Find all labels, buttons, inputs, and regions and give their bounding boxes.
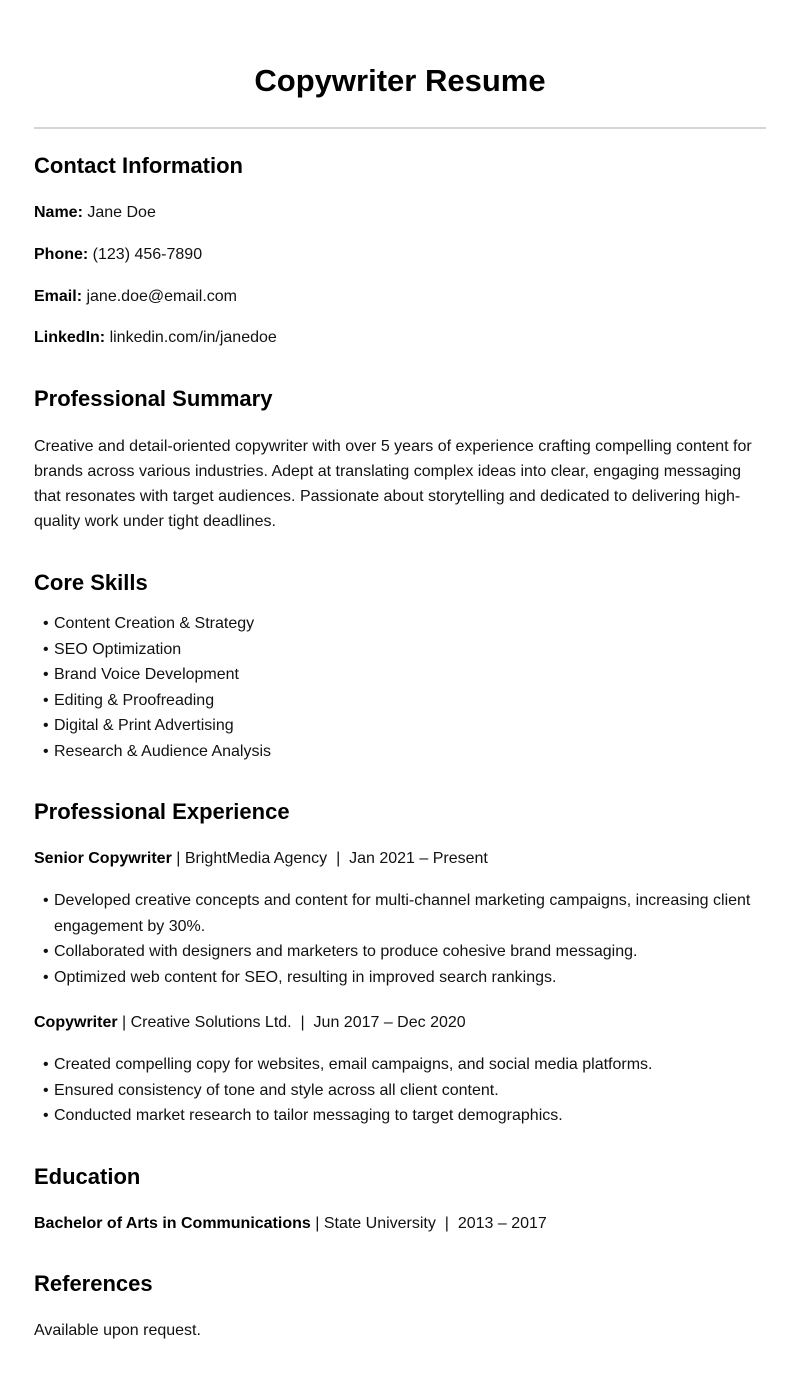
experience-section (34, 799, 766, 825)
name-label: Name: (34, 204, 83, 221)
summary-section (34, 386, 766, 412)
skill-label: Digital & Print Advertising (54, 717, 234, 735)
job-bullet-text: Created compelling copy for websites, email campaigns, and social media platforms. (54, 1056, 653, 1073)
job-bullet-text: Conducted market research to tailor messaging to target demographics. (54, 1107, 563, 1125)
references-section (34, 1271, 766, 1297)
job-bullets (34, 1052, 766, 1129)
skill-label: Editing & Proofreading (54, 691, 215, 709)
job-dates: Jan 2021 – Present (349, 850, 488, 867)
job-role: Copywriter (34, 1014, 118, 1031)
list-item (34, 637, 766, 663)
experience-heading: Professional Experience (34, 799, 290, 824)
job-role: Senior Copywriter (34, 850, 172, 867)
job-dates: Jun 2017 – Dec 2020 (313, 1014, 466, 1031)
list-item (34, 1103, 766, 1129)
contact-email-row (34, 286, 766, 308)
email-value: jane.doe@email.com (86, 288, 238, 305)
job-company: BrightMedia Agency (184, 850, 328, 867)
bullet-icon: • (43, 968, 49, 986)
job-bullet-text: Optimized web content for SEO, resulting in improved search rankings. (54, 968, 557, 986)
education-degree: Bachelor of Arts in Communications (34, 1215, 311, 1232)
job-bullet-text: Ensured consistency of tone and style across all client content. (54, 1081, 499, 1099)
bullet-icon: • (43, 1081, 49, 1099)
contact-heading: Contact Information (34, 153, 243, 178)
job-bullet-text: Developed creative concepts and content for multi-channel marketing campaigns, increasing client engagement by 30%. (54, 892, 751, 935)
references-heading: References (34, 1271, 153, 1296)
education-row (34, 1213, 766, 1235)
list-item (34, 662, 766, 688)
list-item (34, 939, 766, 965)
separator: | (117, 1014, 131, 1031)
summary-heading: Professional Summary (34, 386, 273, 411)
separator: | (291, 1014, 314, 1031)
linkedin-label: LinkedIn: (34, 329, 106, 346)
list-item (34, 713, 766, 739)
job-company: Creative Solutions Ltd. (130, 1014, 292, 1031)
bullet-icon: • (43, 943, 49, 961)
skill-label: SEO Optimization (54, 640, 182, 658)
job-bullets (34, 888, 766, 990)
separator: | (310, 1215, 324, 1232)
resume-page (34, 0, 766, 1339)
references-text: Available upon request. (34, 1322, 201, 1339)
job-header (34, 1012, 766, 1034)
list-item (34, 688, 766, 714)
education-school: State University (323, 1215, 436, 1232)
bullet-icon: • (43, 691, 49, 709)
separator: | (327, 850, 350, 867)
contact-section (34, 153, 766, 179)
title-divider (34, 127, 766, 129)
bullet-icon: • (43, 640, 49, 658)
phone-label: Phone: (34, 246, 89, 263)
contact-phone-row (34, 244, 766, 266)
bullet-icon: • (43, 892, 49, 909)
skills-list (34, 611, 766, 765)
bullet-icon: • (43, 717, 49, 735)
skill-label: Content Creation & Strategy (54, 615, 255, 632)
name-value: Jane Doe (87, 204, 156, 221)
list-item (34, 888, 766, 939)
job-bullet-text: Collaborated with designers and marketers to produce cohesive brand messaging. (54, 943, 638, 961)
education-heading: Education (34, 1164, 141, 1189)
linkedin-value: linkedin.com/in/janedoe (109, 329, 277, 346)
list-item (34, 1078, 766, 1104)
skills-heading: Core Skills (34, 570, 148, 595)
bullet-icon: • (43, 742, 49, 760)
skill-label: Brand Voice Development (54, 666, 239, 684)
bullet-icon: • (43, 1056, 49, 1073)
email-label: Email: (34, 288, 83, 305)
contact-name-row (34, 202, 766, 224)
education-dates: 2013 – 2017 (457, 1215, 547, 1232)
separator: | (435, 1215, 458, 1232)
page-title: Copywriter Resume (254, 63, 546, 98)
list-item (34, 1052, 766, 1078)
bullet-icon: • (43, 615, 49, 632)
skill-label: Research & Audience Analysis (54, 742, 272, 760)
separator: | (171, 850, 185, 867)
bullet-icon: • (43, 1107, 49, 1125)
phone-value: (123) 456-7890 (92, 246, 203, 263)
education-section (34, 1164, 766, 1190)
list-item (34, 965, 766, 991)
summary-text: Creative and detail-oriented copywriter with over 5 years of experience crafting compelling content for brands across various industries. Adept at translating complex ideas into clear, engaging messaging that resonates with target audiences. Passionate about storytelling and dedicated to delivering high-quality work under tight deadlines. (34, 438, 752, 530)
list-item (34, 611, 766, 637)
bullet-icon: • (43, 666, 49, 684)
list-item (34, 739, 766, 765)
skills-section (34, 570, 766, 596)
job-header (34, 848, 766, 870)
contact-linkedin-row (34, 327, 766, 349)
